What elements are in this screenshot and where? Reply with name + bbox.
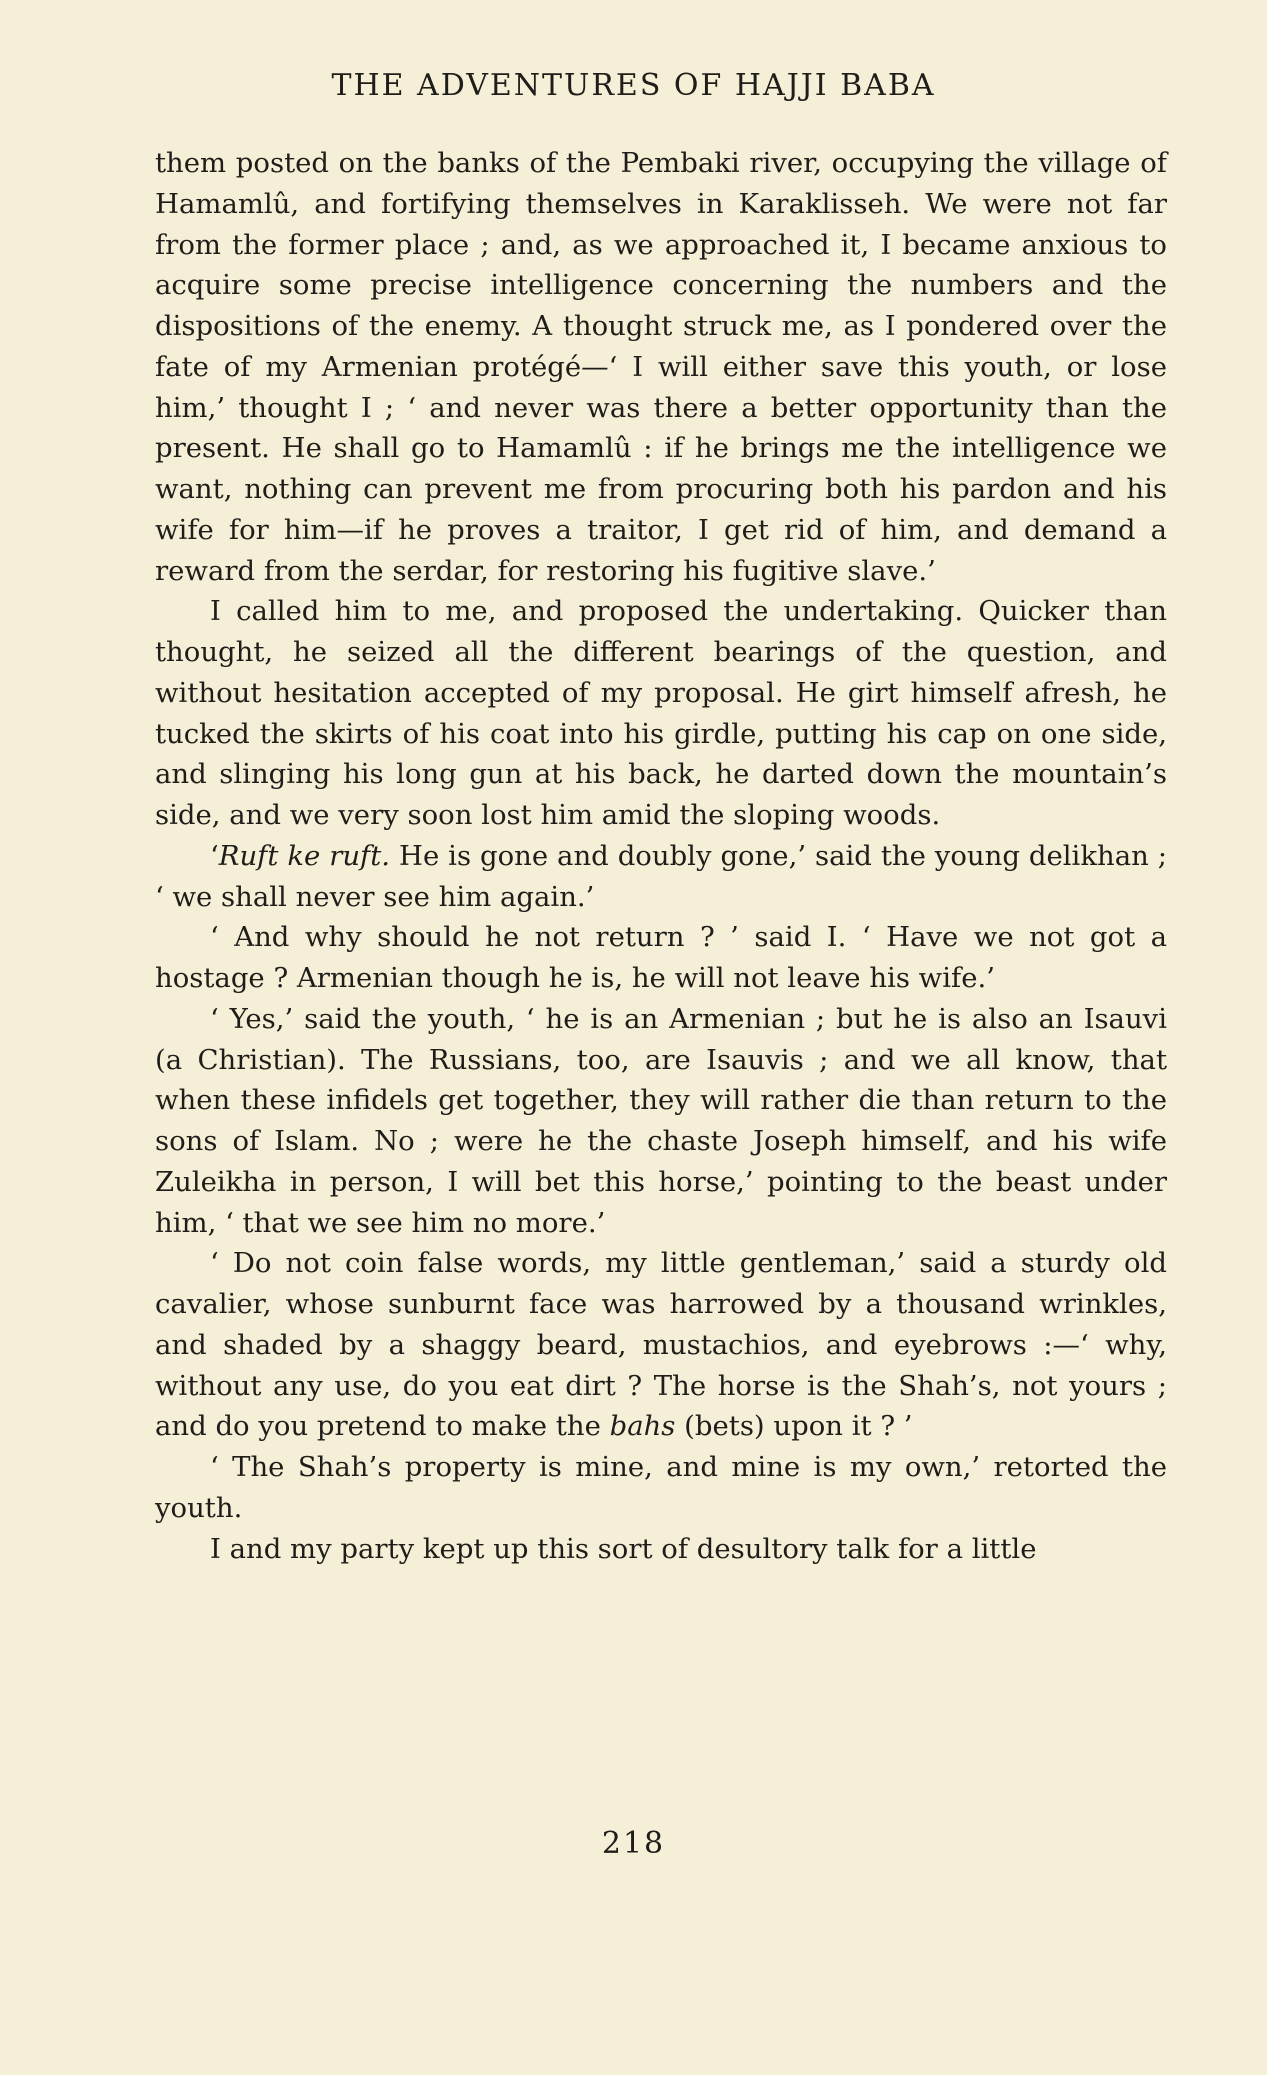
paragraph: [155, 836, 1167, 918]
text-segment: He is gone and doubly gone,’ said the young delikhan ; ‘ we shall never see him again.’: [155, 839, 1167, 913]
paragraph: [155, 1243, 1167, 1447]
paragraph: [155, 1447, 1167, 1529]
text-segment: ‘ And why should he not return ? ’ said I. ‘ Have we not got a hostage ? Armenian though he is, he will not leave his wife.’: [155, 921, 1167, 994]
text-segment: I and my party kept up this sort of desultory talk for a little: [210, 1532, 1037, 1565]
text-segment: ‘: [210, 839, 219, 872]
paragraph: [155, 1529, 1167, 1570]
text-segment: ‘ The Shah’s property is mine, and mine is my own,’ retorted the youth.: [155, 1451, 1167, 1524]
text-segment: ‘ Yes,’ said the youth, ‘ he is an Armenian ; but he is also an Isauvi (a Christian). The Russians, too, are Isauvis ; and we all know, that when these infidels get together, they will rather die than return to the sons of Islam. No ; were he the chaste Joseph himself, and his wife Zuleikha in person, I will bet this horse,’ pointing to the beast under him, ‘ that we see him no more.’: [155, 1002, 1167, 1239]
paragraph: [155, 143, 1167, 591]
text-segment: I called him to me, and proposed the undertaking. Quicker than thought, he seized all the different bearings of the question, and without hesitation accepted of my proposal. He girt himself afresh, he tucked the skirts of his coat into his girdle, putting his cap on one side, and slinging his long gun at his back, he darted down the mountain’s side, and we very soon lost him amid the sloping woods.: [155, 595, 1167, 831]
text-segment: ‘ Do not coin false words, my little gentleman,’ said a sturdy old cavalier, whose sunburnt face was harrowed by a thousand wrinkles, and shaded by a shaggy beard, mustachios, and eyebrows :—‘ why, without any use, do you eat dirt ? The horse is the Shah’s, not yours ; and do you pretend to make the: [155, 1247, 1167, 1443]
body-text: [155, 143, 1167, 1569]
paragraph: [155, 999, 1167, 1244]
italic-phrase: bahs: [609, 1410, 676, 1443]
running-head: THE ADVENTURES OF HAJJI BABA: [331, 68, 936, 103]
italic-phrase: Ruft ke ruft.: [218, 839, 391, 872]
paragraph: [155, 917, 1167, 999]
page-number: 218: [601, 1826, 666, 1861]
text-segment: them posted on the banks of the Pembaki river, occupying the village of Hamamlû, and fortifying themselves in Karaklisseh. We were not far from the former place ; and, as we approached it, I became anxious to acquire some precise intelligence concerning the numbers and the dispositions of the enemy. A thought struck me, as I pondered over the fate of my Armenian protégé—‘ I will either save this youth, or lose him,’ thought I ; ‘ and never was there a better opportunity than the present. He shall go to Hamamlû : if he brings me the intelligence we want, nothing can prevent me from procuring both his pardon and his wife for him—if he proves a traitor, I get rid of him, and demand a reward from the serdar, for restoring his fugitive slave.’: [155, 147, 1167, 587]
paragraph: [155, 591, 1167, 836]
text-segment: (bets) upon it ? ’: [675, 1410, 913, 1443]
